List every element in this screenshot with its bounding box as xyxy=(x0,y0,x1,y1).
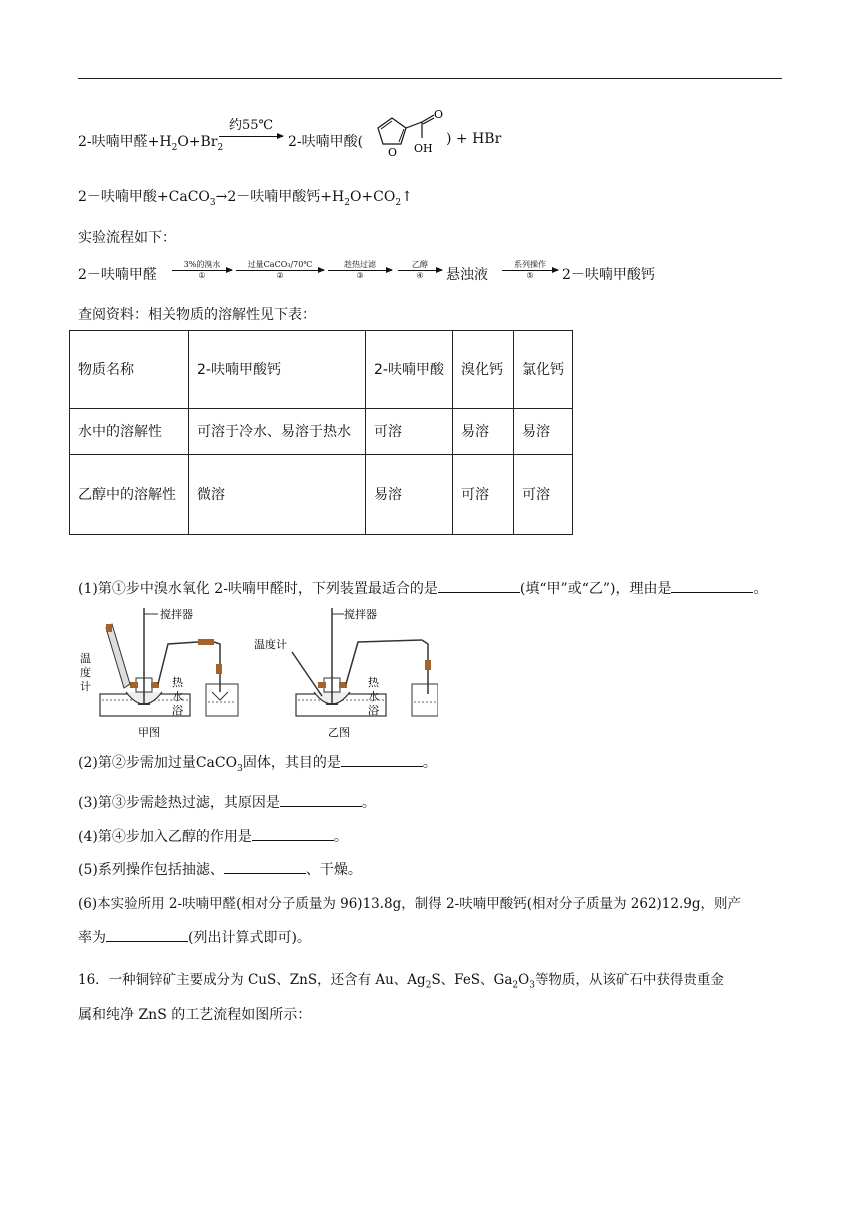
table-cell: 易溶 xyxy=(514,409,573,455)
table-cell: 可溶 xyxy=(453,455,514,535)
apparatus-yi xyxy=(254,607,438,739)
label-bath-yi-3: 浴 xyxy=(368,704,379,717)
reaction-1-product: 2-呋喃甲酸( xyxy=(288,134,364,150)
caption-jia: 甲图 xyxy=(138,726,160,739)
table-cell: 可溶 xyxy=(514,455,573,535)
reaction-1-tail: ) + HBr xyxy=(446,131,502,147)
table-header-cell: 物质名称 xyxy=(70,331,189,409)
flow-end: 2－呋喃甲酸钙 xyxy=(562,267,655,283)
table-header-cell: 溴化钙 xyxy=(453,331,514,409)
label-stirrer-2: 搅拌器 xyxy=(344,608,377,621)
table-cell: 易溶 xyxy=(366,455,453,535)
structure-hydroxyl: OH xyxy=(414,142,433,155)
label-therm-2: 度 xyxy=(80,666,91,679)
reaction-1-left: 2-呋喃甲醛$+H_2O+Br_2$ xyxy=(78,134,224,153)
flow-arrow-5: 系列操作 ⑤ xyxy=(502,260,558,281)
reaction-1-condition: 约55℃ xyxy=(228,118,274,133)
question-16-line-1: 16．一种铜锌矿主要成分为 CuS、ZnS，还含有 Au、$Ag_2S$、FeS、$Ga_2O_3$等物质，从该矿石中获得贵重金 xyxy=(78,972,724,991)
question-6-line-2: 率为 (列出计算式即可)。 xyxy=(78,927,311,947)
table-cell: 乙醇中的溶解性 xyxy=(70,455,189,535)
header-rule xyxy=(78,78,782,79)
answer-blank[interactable] xyxy=(106,927,188,942)
table-row xyxy=(70,409,573,455)
answer-blank[interactable] xyxy=(671,578,753,593)
question-5: (5)系列操作包括抽滤、 、干燥。 xyxy=(78,859,362,879)
label-therm-3: 计 xyxy=(80,680,91,693)
flow-intro: 实验流程如下： xyxy=(78,230,176,246)
furoic-acid-structure xyxy=(368,108,448,160)
table-header-row xyxy=(70,331,573,409)
label-bath-2: 水 xyxy=(172,690,183,703)
flow-arrow-4: 乙醇 ④ xyxy=(398,260,442,281)
flow-mid: 悬浊液 xyxy=(446,267,488,283)
flow-arrow-3: 趁热过滤 ③ xyxy=(328,260,392,281)
reaction-1-arrow xyxy=(219,118,283,137)
table-header-cell: 氯化钙 xyxy=(514,331,573,409)
table-header-cell: 2-呋喃甲酸钙 xyxy=(189,331,366,409)
question-16-line-2: 属和纯净 ZnS 的工艺流程如图所示： xyxy=(78,1007,312,1023)
answer-blank[interactable] xyxy=(252,826,334,841)
answer-blank[interactable] xyxy=(438,578,520,593)
table-header-cell: 2-呋喃甲酸 xyxy=(366,331,453,409)
structure-ring-o: O xyxy=(388,146,398,159)
table-cell: 易溶 xyxy=(453,409,514,455)
label-bath-3: 浴 xyxy=(172,704,183,717)
question-3: (3)第③步需趁热过滤，其原因是 。 xyxy=(78,792,376,812)
table-intro: 查阅资料：相关物质的溶解性见下表： xyxy=(78,307,316,323)
question-4: (4)第④步加入乙醇的作用是 。 xyxy=(78,826,348,846)
question-1: (1)第①步中溴水氧化 2-呋喃甲醛时，下列装置最适合的是 (填“甲”或“乙”)，理由是 。 xyxy=(78,578,767,598)
reaction-2: 2－呋喃甲酸+CaCO$_3$→2－呋喃甲酸钙$+H_2O+CO_2↑$ xyxy=(78,189,413,208)
label-bath-yi-1: 热 xyxy=(368,676,379,689)
structure-carbonyl-o: O xyxy=(434,108,444,121)
caption-yi: 乙图 xyxy=(328,726,350,739)
answer-blank[interactable] xyxy=(224,859,306,874)
flow-arrow-1: 3%的溴水 ① xyxy=(172,260,232,281)
table-cell: 可溶于冷水、易溶于热水 xyxy=(189,409,366,455)
table-row xyxy=(70,455,573,535)
table-cell: 可溶 xyxy=(366,409,453,455)
answer-blank[interactable] xyxy=(280,792,362,807)
question-6-line-1: (6)本实验所用 2-呋喃甲醛(相对分子质量为 96)13.8g，制得 2-呋喃甲酸钙(相对分子质量为 262)12.9g，则产 xyxy=(78,896,742,912)
label-bath-1: 热 xyxy=(172,676,183,689)
label-therm-1: 温 xyxy=(80,652,91,665)
question-2: (2)第②步需加过量CaCO$_3$固体，其目的是 。 xyxy=(78,752,437,774)
flow-arrow-2: 过量CaCO₃/70℃ ② xyxy=(236,260,324,281)
label-therm-yi: 温度计 xyxy=(254,638,287,651)
apparatus-figure xyxy=(78,604,438,744)
label-bath-yi-2: 水 xyxy=(368,690,379,703)
answer-blank[interactable] xyxy=(341,752,423,767)
solubility-table xyxy=(69,330,573,535)
flow-start: 2－呋喃甲醛 xyxy=(78,267,157,283)
label-stirrer: 搅拌器 xyxy=(160,608,193,621)
table-cell: 水中的溶解性 xyxy=(70,409,189,455)
apparatus-jia xyxy=(80,607,238,739)
table-cell: 微溶 xyxy=(189,455,366,535)
